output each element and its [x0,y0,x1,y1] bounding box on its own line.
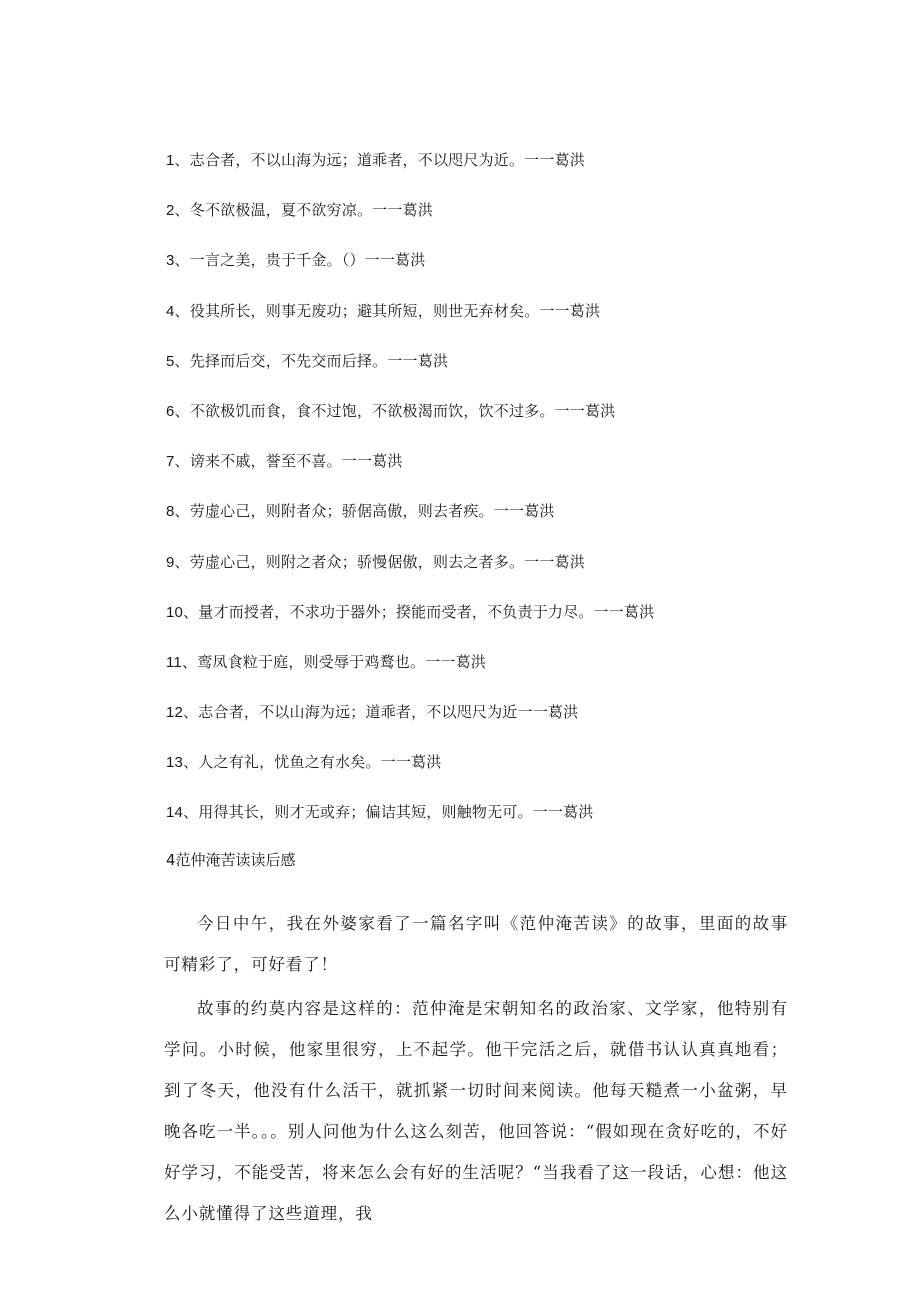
essay-paragraph: 故事的约莫内容是这样的：范仲淹是宋朝知名的政治家、文学家，他特别有学问。小时候，他家里很穷，上不起学。他干完活之后，就借书认认真真地看；到了冬天，他没有什么活干，就抓紧一切时间来阅读。他每天糙煮一小盆粥，早晚各吃一半。。。别人问他为什么这么刻苦，他回答说：“假如现在贪好吃的，不好好学习，不能受苦，将来怎么会有好的生活呢？“当我看了这一段话，心想：他这么小就懂得了这些道理，我 [164,999,788,1223]
quote-item [166,248,654,298]
quote-list [166,148,654,851]
quote-item [166,550,654,600]
quote-number: 1、 [166,152,190,169]
quote-text: 冬不欲极温，夏不欲穷凉。一一葛洪 [189,201,433,220]
quote-text: 役其所长，则事无废功；避其所短，则世无弃材矣。一一葛洪 [189,301,601,320]
quote-number: 2、 [166,202,190,220]
quote-item [166,198,654,248]
quote-item [166,399,654,449]
quote-number: 11、 [166,653,198,671]
quote-number: 9、 [166,553,190,571]
quote-text: 志合者，不以山海为远；道乖者，不以咫尺为近。一一葛洪 [189,151,585,169]
essay-body [164,903,788,1237]
quote-number: 7、 [166,453,190,471]
quote-text: 鸾凤食粒于庭，则受辱于鸡鹜也。一一葛洪 [197,652,486,671]
quote-text: 先择而后交，不先交而后择。一一葛洪 [189,351,449,370]
quote-number: 12、 [166,704,199,722]
quote-text: 量才而授者，不求功于器外；揆能而受者，不负责于力尽。一一葛洪 [198,602,655,621]
quote-item [166,449,654,499]
quote-text: 劳虚心己，则附者众；骄倨高傲，则去者疾。一一葛洪 [189,502,555,521]
quote-number: 5、 [166,352,190,370]
quote-number: 13、 [166,754,199,772]
quote-item [166,600,654,650]
quote-text: 不欲极饥而食，食不过饱，不欲极渴而饮，饮不过多。一一葛洪 [189,401,616,420]
quote-number: 3、 [166,252,190,270]
quote-text: 谤来不戚，誉至不喜。一一葛洪 [189,452,403,471]
quote-text: 人之有礼，忧鱼之有水矣。一一葛洪 [198,753,442,772]
quote-item [166,499,654,549]
quote-item [166,750,654,800]
quote-item [166,650,654,700]
quote-item [166,700,654,750]
quote-text: 一言之美，贵于千金。（）一一葛洪 [189,251,426,270]
section-heading: 4范仲淹苦读读后感 [166,851,296,869]
quote-item [166,349,654,399]
quote-text: 用得其长，则才无或弃；偏诘其短，则触物无可。一一葛洪 [198,803,594,822]
quote-number: 4、 [166,302,190,320]
quote-text: 劳虚心己，则附之者众；骄慢倨傲，则去之者多。一一葛洪 [189,552,585,571]
quote-number: 10、 [166,603,199,621]
quote-item [166,800,654,850]
essay-paragraph: 今日中午，我在外婆家看了一篇名字叫《范仲淹苦读》的故事，里面的故事可精彩了，可好看了！ [164,914,788,974]
quote-number: 8、 [166,503,190,521]
quote-number: 6、 [166,402,190,420]
quote-text: 志合者，不以山海为远；道乖者，不以咫尺为近一一葛洪 [198,703,579,722]
quote-item [166,299,654,349]
quote-number: 14、 [166,804,199,822]
quote-item [166,148,654,198]
